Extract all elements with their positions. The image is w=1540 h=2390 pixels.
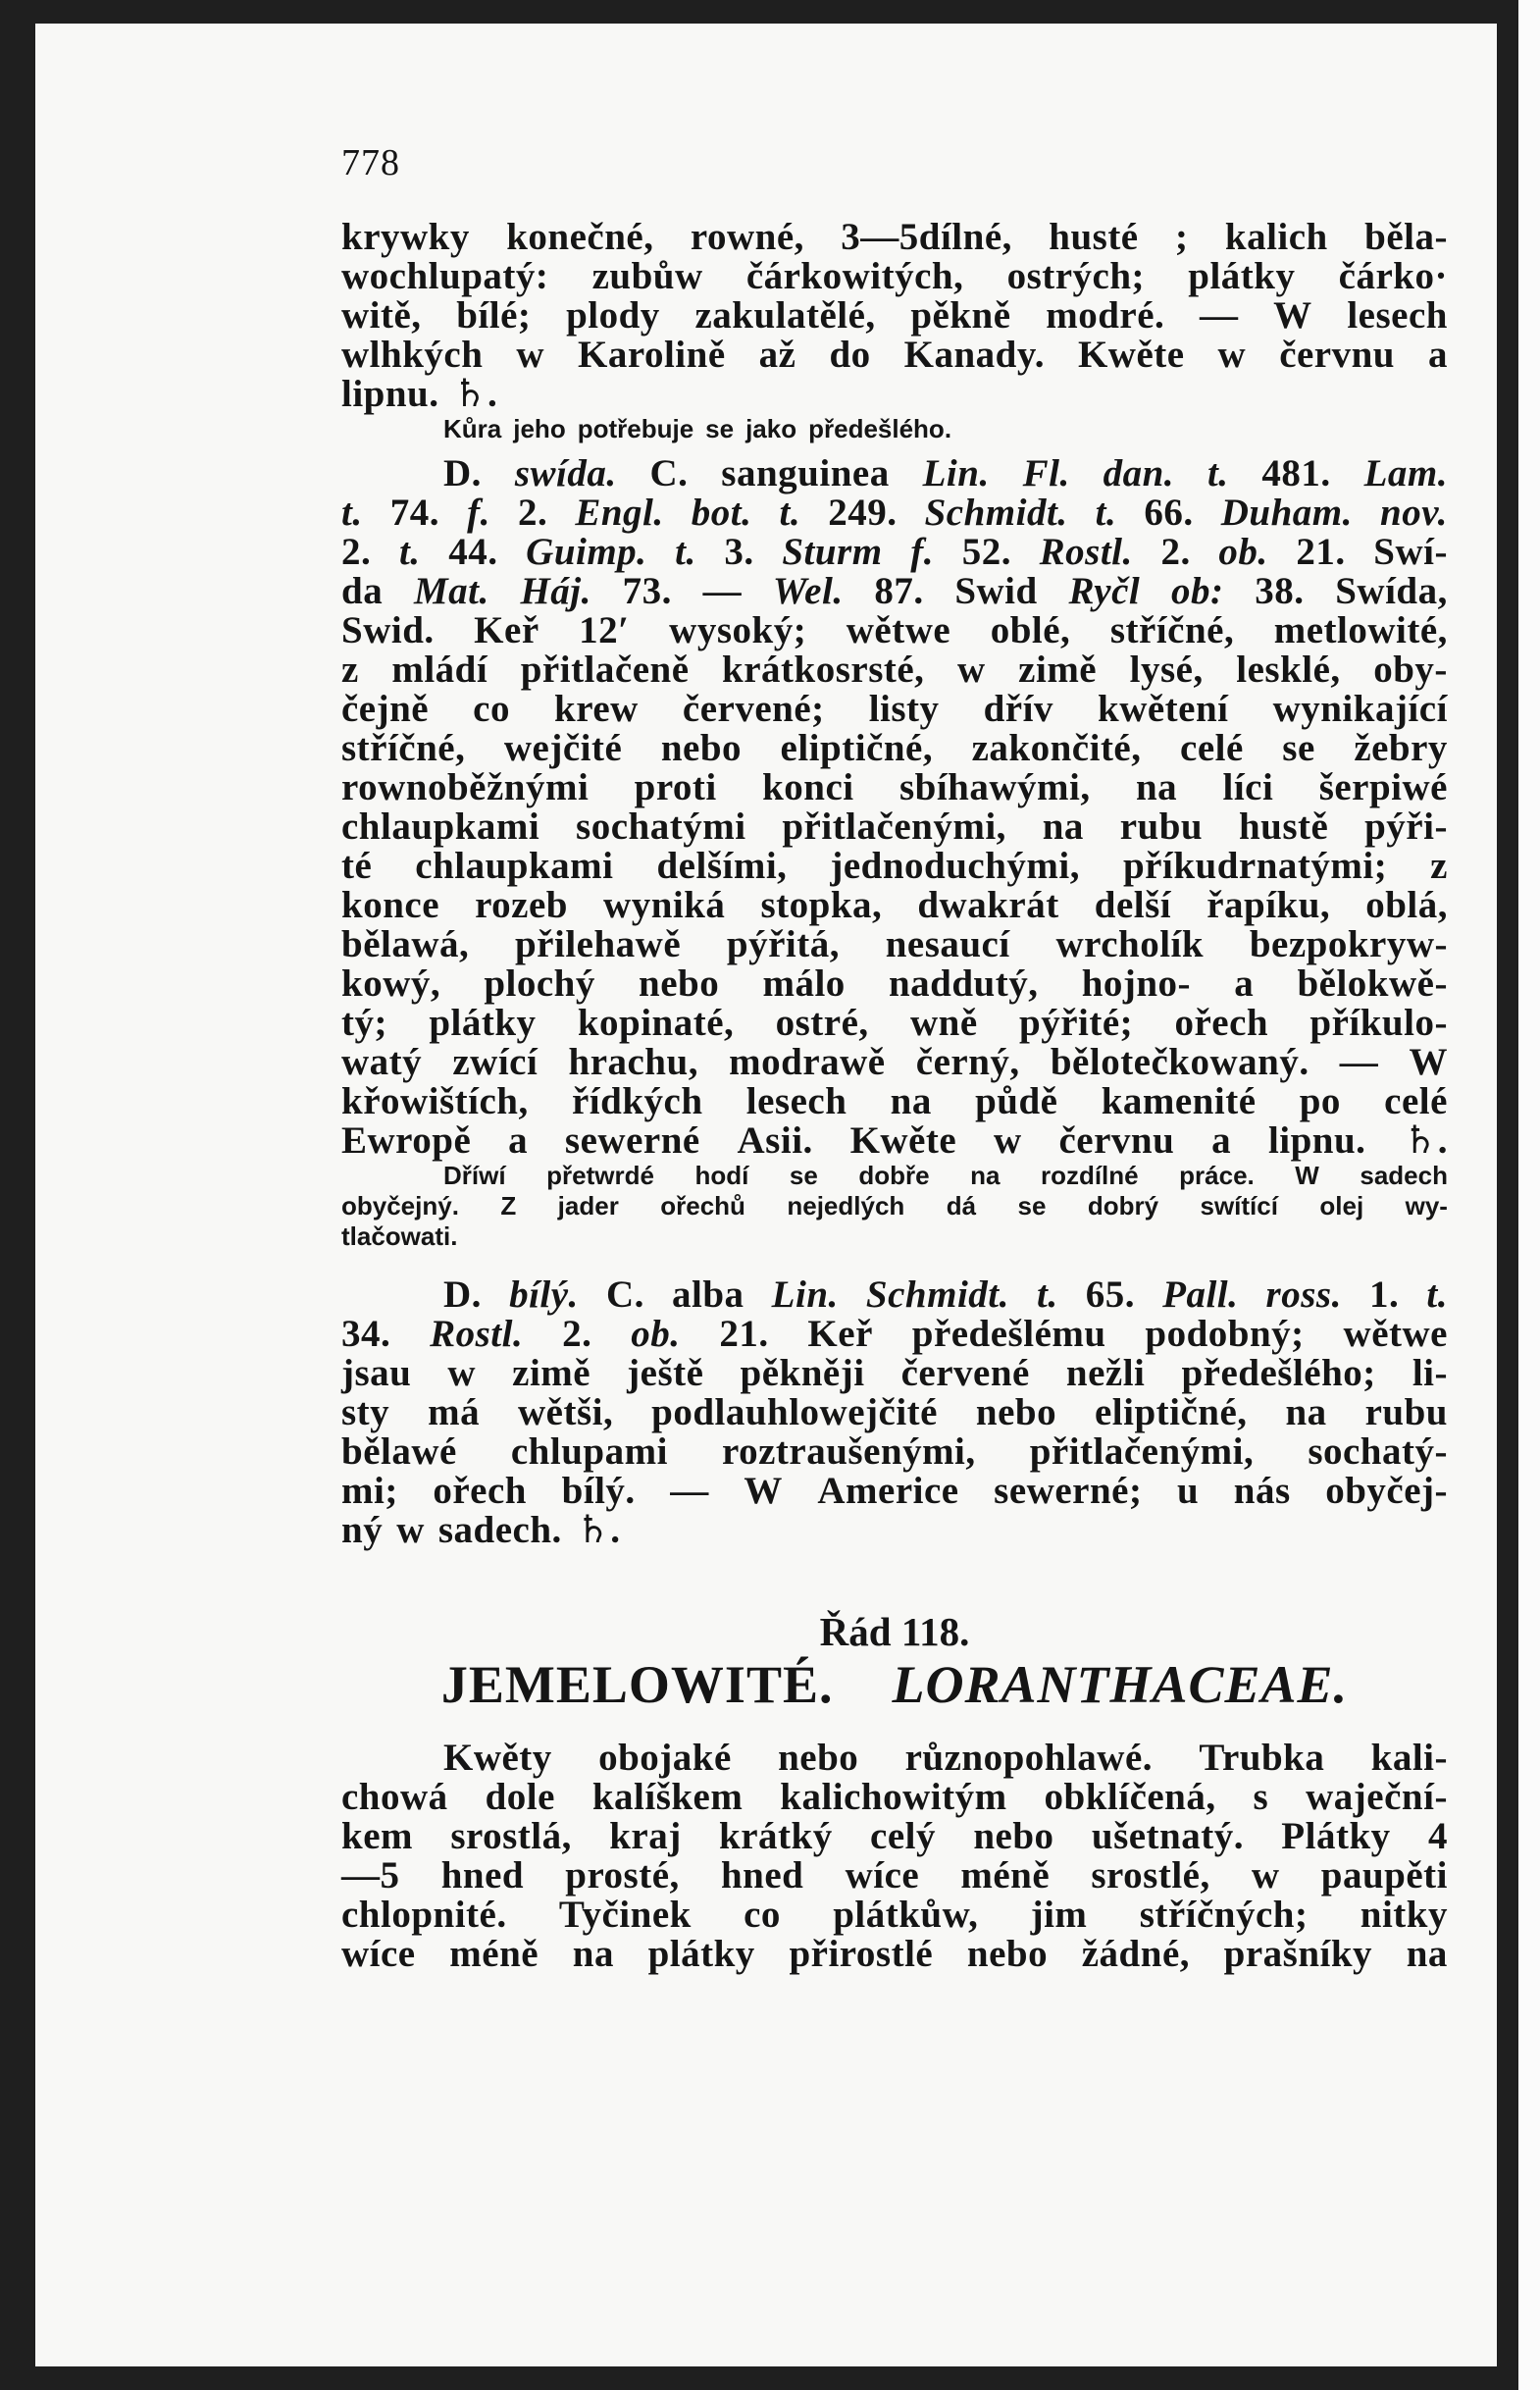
text-line: t. 74. f. 2. Engl. bot. t. 249. Schmidt. t. 66. Duham. nov. <box>341 492 1448 534</box>
shrub-symbol: ♄. <box>575 1509 621 1551</box>
text-line: da Mat. Háj. 73. — Wel. 87. Swid Ryčl ob: 38. Swída, <box>341 570 1448 612</box>
text-line: wochlupatý: zubůw čárkowitých, ostrých; plátky čárko· <box>341 255 1448 297</box>
text-line: tý; plátky kopinaté, ostré, wně pýřité; ořech příkulo- <box>341 1002 1448 1044</box>
text-line: 2. t. 44. Guimp. t. 3. Sturm f. 52. Rostl. 2. ob. 21. Swí- <box>341 531 1448 573</box>
text-line: wlhkých w Karolině až do Kanady. Kwěte w červnu a <box>341 334 1448 376</box>
text-line: bělawé chlupami roztraušenými, přitlačenými, sochatý- <box>341 1430 1448 1473</box>
family-heading <box>341 1654 1448 1715</box>
text-line: 34. Rostl. 2. ob. 21. Keř předešlému podobný; wětwe <box>341 1313 1448 1355</box>
text-line: chlaupkami sochatými přitlačenými, na rubu hustě pýři- <box>341 805 1448 848</box>
text-line: sty má wětši, podlauhlowejčité nebo eliptičné, na rubu <box>341 1391 1448 1433</box>
text-line: jsau w zimě ještě pěkněji červené nežli předešlého; li- <box>341 1352 1448 1394</box>
shrub-symbol: ♄. <box>452 373 498 415</box>
text-line: z mládí přitlačeně krátkosrsté, w zimě lysé, lesklé, oby- <box>341 649 1448 691</box>
text-line: witě, bílé; plody zakulatělé, pěkně modré. — W lesech <box>341 294 1448 337</box>
text-line: —5 hned prosté, hned wíce méně srostlé, w paupěti <box>341 1854 1448 1896</box>
text-line: konce rozeb wyniká stopka, dwakrát delší řapíku, oblá, <box>341 884 1448 926</box>
usage-note: Dříwí přetwrdé hodí se dobře na rozdílné práce. W sadech <box>443 1161 1448 1190</box>
text-line: bělawá, přilehawě pýřitá, nesaucí wrcholík bezpokryw- <box>341 923 1448 965</box>
usage-note: tlačowati. <box>341 1221 458 1251</box>
text-line: chowá dole kalíškem kalichowitým obklíčená, s waječní- <box>341 1776 1448 1818</box>
text-line: Swid. Keř 12′ wysoký; wětwe oblé, stříčné, metlowité, <box>341 609 1448 651</box>
text-line: ný w sadech. ♄. <box>341 1509 621 1551</box>
text-line: kem srostlá, kraj krátký celý nebo ušetnatý. Plátky 4 <box>341 1815 1448 1857</box>
page-number: 778 <box>341 142 400 183</box>
book-page <box>35 24 1497 2366</box>
usage-note: obyčejný. Z jader ořechů nejedlých dá se dobrý swítící olej wy- <box>341 1191 1448 1221</box>
species-heading-line: D. swída. C. sanguinea Lin. Fl. dan. t. 481. Lam. <box>443 452 1448 494</box>
species-heading-line: D. bílý. C. alba Lin. Schmidt. t. 65. Pall. ross. 1. t. <box>443 1273 1448 1316</box>
shrub-symbol: ♄. <box>1403 1119 1448 1162</box>
text-line: chlopnité. Tyčinek co plátkůw, jim stříčných; nitky <box>341 1894 1448 1936</box>
scan-edge <box>1518 0 1540 2390</box>
text-line: watý zwící hrachu, modrawě černý, bělotečkowaný. — W <box>341 1041 1448 1083</box>
text-line: Ewropě a sewerné Asii. Kwěte w červnu a lipnu. ♄. <box>341 1119 1448 1162</box>
text-line: té chlaupkami delšími, jednoduchými, příkudrnatými; z <box>341 845 1448 887</box>
text-line: stříčné, wejčité nebo eliptičné, zakončité, celé se žebry <box>341 727 1448 769</box>
text-line: křowištích, řídkých lesech na půdě kamenité po celé <box>341 1080 1448 1122</box>
order-heading: Řád 118. <box>819 1609 970 1654</box>
usage-note: Kůra jeho potřebuje se jako předešlého. <box>443 414 952 443</box>
text-line: rownoběžnými proti konci sbíhawými, na líci šerpiwé <box>341 766 1448 808</box>
text-line: krywky konečné, rowné, 3—5dílné, husté ; kalich běla- <box>341 216 1448 258</box>
text-line: mi; ořech bílý. — W Americe sewerné; u nás obyčej- <box>341 1470 1448 1512</box>
text-line: lipnu. ♄. <box>341 373 498 415</box>
text-line: čejně co krew červené; listy dřív kwětení wynikající <box>341 688 1448 730</box>
page-body <box>341 218 1448 1974</box>
family-name-latin: LORANTHACEAE. <box>892 1655 1349 1714</box>
text-line: kowý, plochý nebo málo naddutý, hojno- a bělokwě- <box>341 962 1448 1005</box>
text-line: wíce méně na plátky přirostlé nebo žádné, prašníky na <box>341 1933 1448 1975</box>
text-line: Kwěty obojaké nebo různopohlawé. Trubka kali- <box>443 1737 1448 1779</box>
family-name-czech: JEMELOWITÉ. <box>440 1655 834 1714</box>
